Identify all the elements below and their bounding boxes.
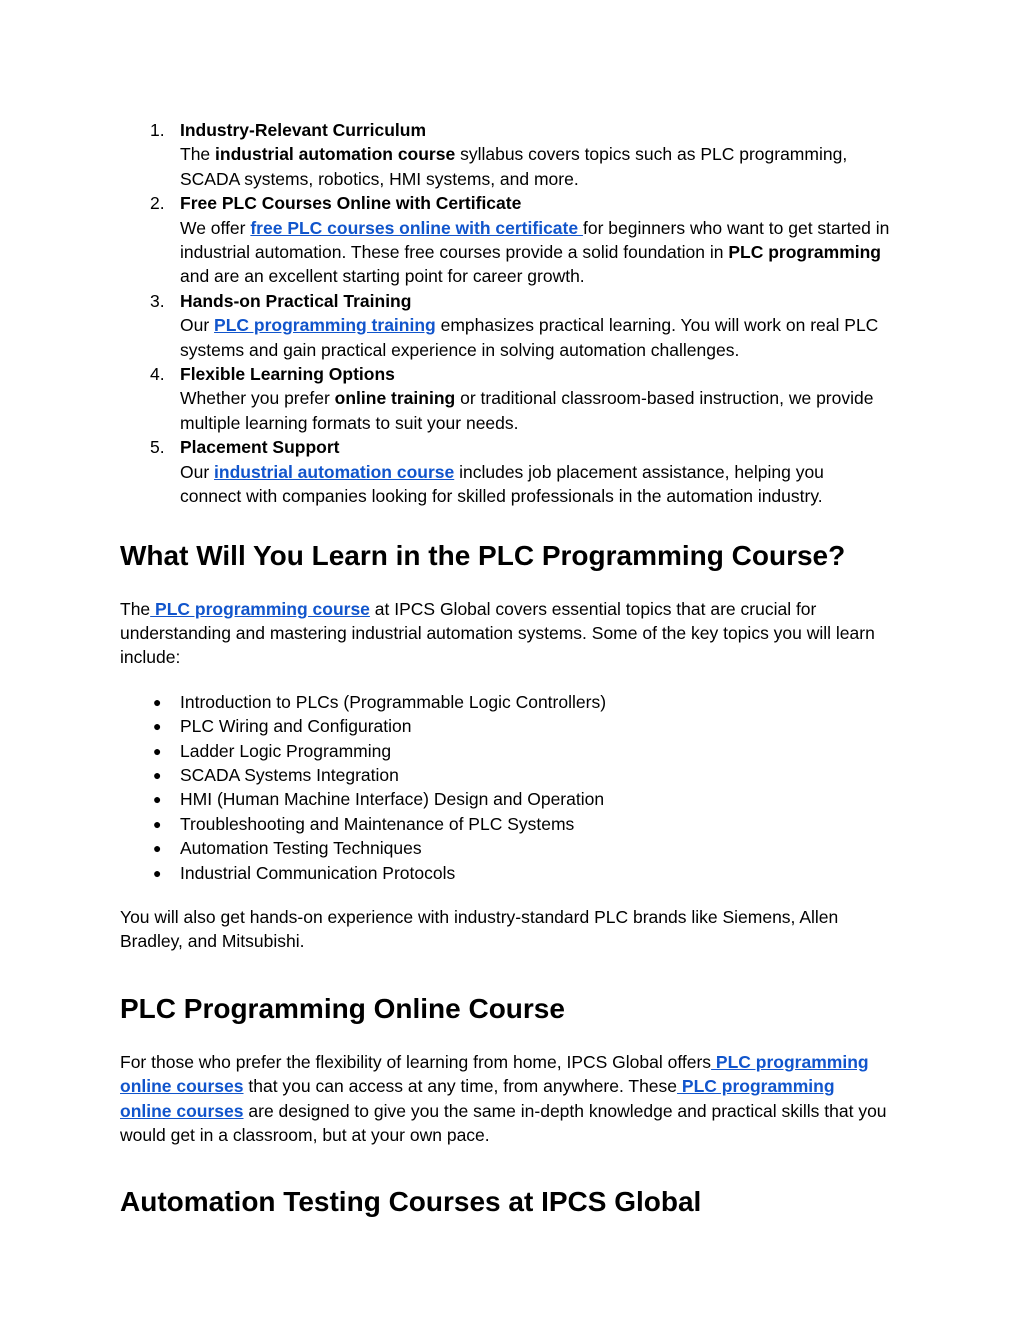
list-item: ● Industrial Communication Protocols bbox=[120, 861, 890, 885]
list-item: ● SCADA Systems Integration bbox=[120, 763, 890, 787]
list-item: ● Automation Testing Techniques bbox=[120, 836, 890, 860]
plc-programming-course-link[interactable]: PLC programming course bbox=[150, 598, 370, 619]
plc-online-courses-link[interactable]: PLC programming online courses bbox=[120, 1051, 869, 1097]
list-item-title: Flexible Learning Options bbox=[180, 364, 395, 385]
industrial-automation-course-link[interactable]: industrial automation course bbox=[214, 461, 455, 482]
list-item: 4. Flexible Learning Options Whether you prefer online training or traditional classroom-based instruction, we provide multiple learning formats to suit your needs. bbox=[150, 364, 874, 433]
list-number: 2. bbox=[150, 193, 165, 214]
plc-programming-training-link[interactable]: PLC programming training bbox=[214, 315, 436, 336]
list-number: 4. bbox=[150, 364, 165, 385]
document-page bbox=[120, 118, 890, 1219]
bullet-icon: ● bbox=[153, 766, 162, 783]
list-number: 1. bbox=[150, 120, 165, 140]
list-item: ● Troubleshooting and Maintenance of PLC Systems bbox=[120, 812, 890, 836]
list-item: ● HMI (Human Machine Interface) Design and Operation bbox=[120, 787, 890, 811]
list-number: 5. bbox=[150, 437, 165, 458]
bold-term: online training bbox=[334, 388, 456, 409]
features-numbered-list bbox=[120, 118, 890, 509]
list-item-title: Industry-Relevant Curriculum bbox=[180, 120, 427, 140]
bullet-icon: ● bbox=[153, 864, 162, 881]
online-course-paragraph: For those who prefer the flexibility of learning from home, IPCS Global offers PLC programming online courses that you can access at any time, from anywhere. These PLC programming online courses are designed to give you the same in-depth knowledge and practical skills that you would get in a classroom, but at your own pace. bbox=[120, 1051, 887, 1145]
plc-online-courses-link[interactable]: PLC programming online courses bbox=[120, 1076, 835, 1121]
list-item-title: Placement Support bbox=[180, 437, 340, 458]
bullet-icon: ● bbox=[153, 718, 162, 735]
free-plc-courses-link[interactable]: free PLC courses online with certificate bbox=[250, 217, 583, 238]
bold-term: PLC programming bbox=[728, 242, 881, 263]
section-heading-automation-testing: Automation Testing Courses at IPCS Global bbox=[120, 1186, 702, 1218]
bullet-icon: ● bbox=[153, 791, 162, 808]
list-item: 2. Free PLC Courses Online with Certificate We offer free PLC courses online with certificate for beginners who want to get started in industrial automation. These free courses provide a solid foundation in PLC programming and are an excellent starting point for career growth. bbox=[150, 193, 890, 287]
bullet-icon: ● bbox=[153, 815, 162, 832]
list-item: 1. Industry-Relevant Curriculum The industrial automation course syllabus covers topics such as PLC programming, SCADA systems, robotics, HMI systems, and more. bbox=[150, 120, 848, 189]
section-heading-learn: What Will You Learn in the PLC Programming Course? bbox=[120, 539, 846, 571]
list-item-title: Free PLC Courses Online with Certificate bbox=[180, 193, 522, 214]
bullet-icon: ● bbox=[153, 840, 162, 857]
bullet-icon: ● bbox=[153, 742, 162, 759]
list-item: ● Ladder Logic Programming bbox=[120, 739, 890, 763]
list-item: ● Introduction to PLCs (Programmable Logic Controllers) bbox=[120, 690, 890, 714]
list-item: ● PLC Wiring and Configuration bbox=[120, 714, 890, 738]
section-heading-online: PLC Programming Online Course bbox=[120, 992, 565, 1024]
list-item: 5. Placement Support Our industrial automation course includes job placement assistance, helping you connect with companies looking for skilled professionals in the automation industry. bbox=[150, 437, 824, 507]
list-number: 3. bbox=[150, 290, 165, 311]
section-intro-paragraph: The PLC programming course at IPCS Global covers essential topics that are crucial for understanding and mastering industrial automation systems. Some of the key topics you will learn include: bbox=[120, 598, 875, 668]
section-outro-paragraph: You will also get hands-on experience with industry-standard PLC brands like Siemens, Allen Bradley, and Mitsubishi. bbox=[120, 906, 839, 952]
list-item-title: Hands-on Practical Training bbox=[180, 290, 412, 311]
topics-bullet-list bbox=[120, 690, 890, 885]
list-item: 3. Hands-on Practical Training Our PLC programming training emphasizes practical learning. You will work on real PLC systems and gain practical experience in solving automation challenges. bbox=[150, 290, 879, 360]
bullet-icon: ● bbox=[153, 693, 162, 710]
bold-term: industrial automation course bbox=[215, 144, 456, 165]
